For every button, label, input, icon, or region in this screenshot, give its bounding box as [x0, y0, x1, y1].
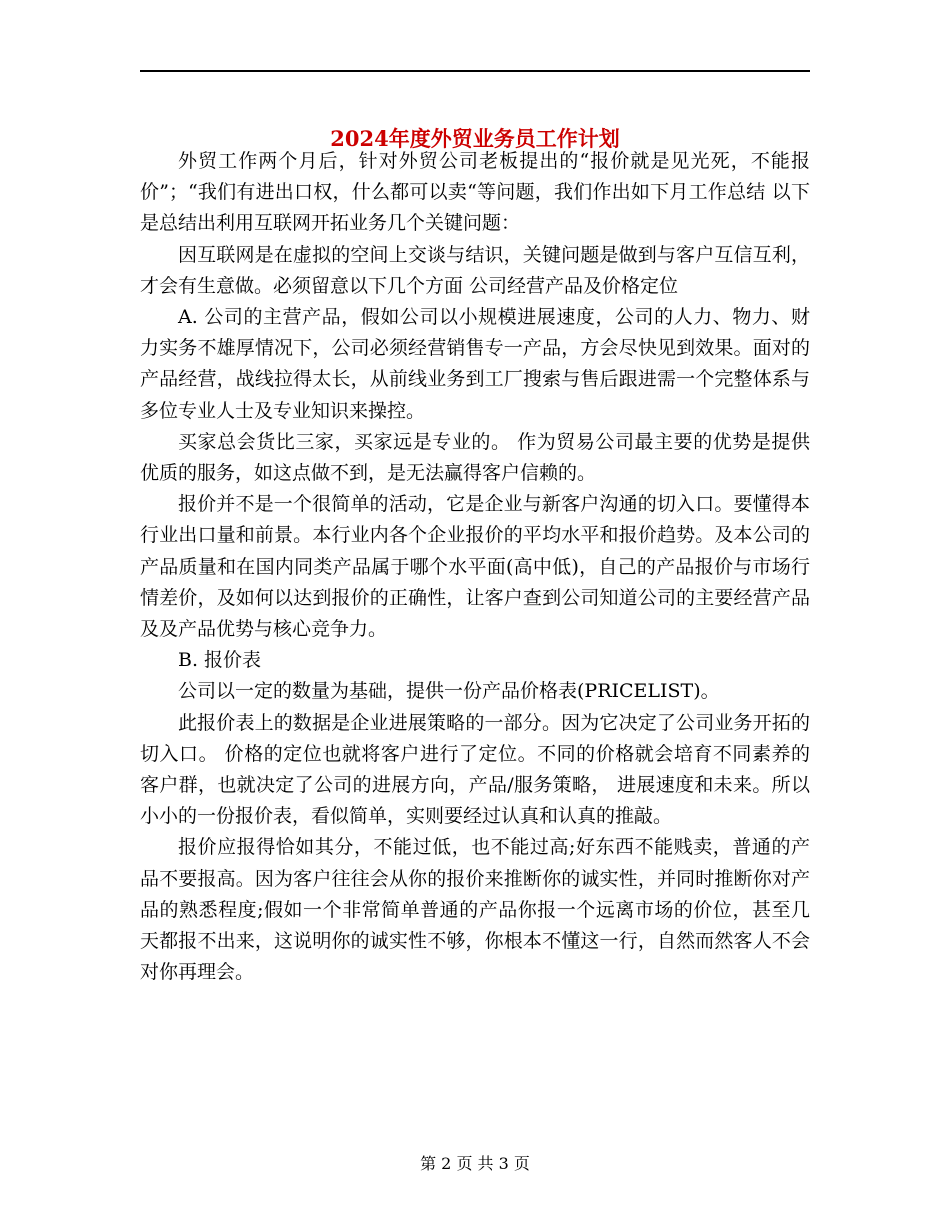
paragraph-quotation-activity: 报价并不是一个很简单的活动，它是企业与新客户沟通的切入口。要懂得本行业出口量和前景。本行业内各个企业报价的平均水平和报价趋势。及本公司的产品质量和在国内同类产品属于哪个水平面(高中低)，自己的产品报价与市场行情差价，及如何以达到报价的正确性，让客户查到公司知道公司的主要经营产品及及产品优势与核心竞争力。	[140, 493, 810, 641]
paragraph-main-products: A. 公司的主营产品，假如公司以小规模进展速度，公司的人力、物力、财力实务不雄厚情况下，公司必须经营销售专一产品，方会尽快见到效果。面对的产品经营，战线拉得太长，从前线业务到工厂搜索与售后跟进需一个完整体系与多位专业人士及专业知识来操控。	[140, 306, 810, 422]
paragraph-intro: 外贸工作两个月后，针对外贸公司老板提出的“报价就是见光死，不能报价”；“我们有进出口权，什么都可以卖“等问题，我们作出如下月工作总结 以下是总结出利用互联网开拓业务几个关键问题：	[140, 150, 810, 235]
paragraph-price-list-basis: 公司以一定的数量为基础，提供一份产品价格表(PRICELIST)。	[178, 680, 720, 703]
paragraph-internet-trust: 因互联网是在虚拟的空间上交谈与结识，关键问题是做到与客户互信互利，才会有生意做。必须留意以下几个方面 公司经营产品及价格定位	[140, 243, 810, 297]
section-heading-price-list: B. 报价表	[178, 649, 262, 672]
document-body	[140, 146, 810, 988]
document-title: 2024年度外贸业务员工作计划	[330, 126, 620, 152]
paragraph-appropriate-quote: 报价应报得恰如其分，不能过低，也不能过高;好东西不能贱卖，普通的产品不要报高。因为客户往往会从你的报价来推断你的诚实性，并同时推断你对产品的熟悉程度;假如一个非常简单普通的产品你报一个远离市场的价位，甚至几天都报不出来，这说明你的诚实性不够，你根本不懂这一行，自然而然客人不会对你再理会。	[140, 836, 810, 984]
page-footer: 第 2 页 共 3 页	[420, 1154, 530, 1173]
header-rule	[140, 70, 810, 72]
paragraph-price-list-strategy: 此报价表上的数据是企业进展策略的一部分。因为它决定了公司业务开拓的切入口。 价格的定位也就将客户进行了定位。不同的价格就会培育不同素养的客户群，也就决定了公司的进展方向，产品/服务策略， 进展速度和未来。所以小小的一份报价表，看似简单，实则要经过认真和认真的推敲。	[140, 711, 810, 828]
paragraph-buyers-compare: 买家总会货比三家，买家远是专业的。 作为贸易公司最主要的优势是提供优质的服务，如这点做不到，是无法赢得客户信赖的。	[140, 430, 810, 485]
